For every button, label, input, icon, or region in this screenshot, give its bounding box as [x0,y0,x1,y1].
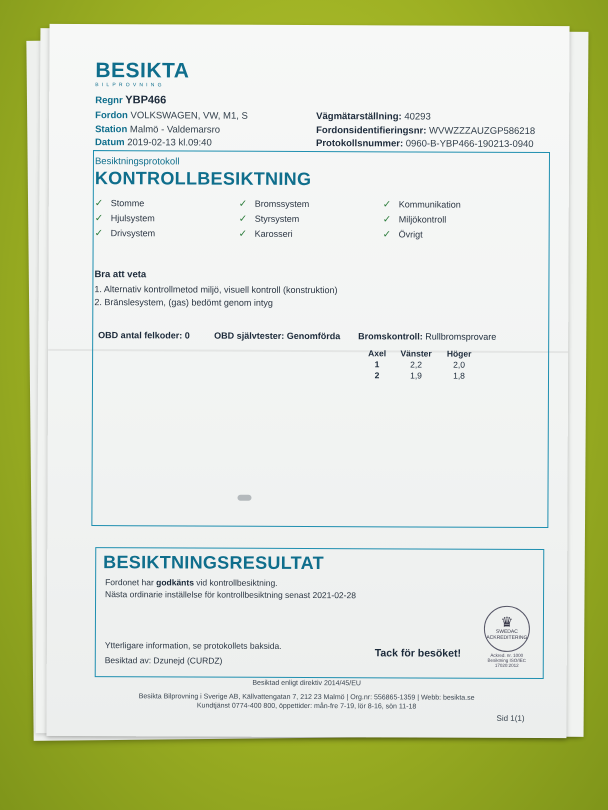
station-label: Station [95,124,128,136]
brake-cell-axel: 2 [374,370,380,381]
vagmatare-value: 40293 [404,111,431,123]
swedac-seal [484,606,530,652]
logo-brand: BESIKTA [95,59,190,83]
smudge-mark [237,495,251,501]
result-more-info: Ytterligare information, se protokollets baksida. [104,640,282,651]
check-label: Karosseri [254,228,293,239]
check-label: Miljökontroll [398,214,447,225]
vin-label: Fordonsidentifieringsnr: [316,125,427,137]
check-icon: ✓ [382,199,392,211]
seal-text: SWEDAC ACKREDITERING [486,628,528,641]
result-status-post: vid kontrollbesiktning. [193,577,278,588]
fordon-value: VOLKSWAGEN, VW, M1, S [130,110,248,122]
protokoll-row [316,138,534,150]
check-item-bromssystem [239,199,310,210]
obd-sjalvtester [214,331,340,342]
station-value: Malmö - Valdemarsro [129,124,221,136]
check-item-ovrigt [383,229,423,240]
check-item-miljokontroll [383,214,447,225]
datum-label: Datum [95,137,125,149]
check-icon: ✓ [238,213,248,225]
check-item-hjulsystem [95,213,155,224]
result-status-pre: Fordonet har [105,577,157,588]
regnr-row [95,94,166,106]
check-label: Hjulsystem [110,213,155,224]
check-icon: ✓ [238,198,248,210]
datum-value: 2019-02-13 kl.09:40 [127,137,212,149]
fordon-row [95,110,248,122]
brake-cell-axel: 1 [374,359,380,370]
obd-felkoder [98,330,190,340]
check-item-styrsystem [239,214,300,225]
footer-directive: Besiktad enligt direktiv 2014/45/EU [252,679,361,688]
seal-caption: Ackred. nr. 1000 Besiktning ISO/IEC 17020:2012 [487,652,527,668]
check-item-drivsystem [95,228,156,239]
check-label: Stomme [110,198,145,209]
brake-header-hoger: Höger [446,348,472,359]
fordon-label: Fordon [95,110,128,122]
brake-cell-hoger: 2,0 [453,359,466,370]
check-label: Bromssystem [254,198,310,210]
brake-header-axel: Axel [368,348,387,359]
vin-value: WVWZZZAUZGP586218 [429,125,536,137]
obd-sjalvtester-label: OBD självtester: [214,330,285,341]
bra-att-veta-line-2: 2. Bränslesystem, (gas) bedömt genom intyg [94,297,273,308]
page-number: Sid 1(1) [496,713,525,723]
protokoll-value: 0960-B-YBP466-190213-0940 [405,138,534,150]
besikta-logo [95,60,189,88]
vin-row [316,125,535,137]
inspection-document [46,24,569,738]
bromskontroll-label: Bromskontroll: [358,331,423,342]
regnr-label: Regnr [95,95,123,107]
bra-att-veta-title: Bra att veta [94,269,147,281]
protocol-label: Besiktningsprotokoll [94,156,180,168]
obd-felkoder-label: OBD antal felkoder: [98,330,183,341]
check-icon: ✓ [382,214,392,226]
check-label: Övrigt [398,229,423,240]
logo-subtitle: BILPROVNING [95,82,165,89]
bra-att-veta-line-1: 1. Alternativ kontrollmetod miljö, visuell kontroll (konstruktion) [94,284,338,296]
protocol-title: KONTROLLBESIKTNING [94,168,312,190]
result-next-inspection: Nästa ordinarie inställelse för kontrollbesiktning senast 2021-02-28 [105,589,356,601]
brake-header-vanster: Vänster [400,348,432,359]
result-status-bold: godkänts [156,577,194,588]
obd-felkoder-value: 0 [184,330,190,341]
check-label: Drivsystem [110,228,156,239]
datum-row [95,137,212,149]
brake-cell-vanster: 2,2 [410,359,423,370]
check-item-kommunikation [383,199,461,210]
check-icon: ✓ [382,229,392,241]
check-item-karosseri [239,229,293,240]
check-item-stomme [95,198,145,209]
brake-cell-hoger: 1,8 [453,370,465,381]
check-label: Styrsystem [254,213,300,224]
check-icon: ✓ [94,228,104,240]
result-title: BESIKTNINGSRESULTAT [103,552,324,574]
result-besiktad-av: Besiktad av: Dzunejd (CURDZ) [104,655,223,666]
brake-cell-vanster: 1,9 [410,370,422,381]
tack-message: Tack för besöket! [374,647,462,660]
bromskontroll-value: Rullbromsprovare [425,331,497,342]
regnr-value: YBP466 [125,94,167,107]
obd-sjalvtester-value: Genomförda [286,330,341,342]
footer-kundtjanst: Kundtjänst 0774-400 800, öppettider: mån-fre 7-19, lör 8-16, sön 11-18 [196,702,417,711]
check-icon: ✓ [238,228,248,240]
footer-company: Besikta Bilprovning i Sverige AB, Källvattengatan 7, 212 23 Malmö | Org.nr: 556865-1359 | Webb: besikta.se [138,693,475,702]
vagmatare-label: Vägmätarställning: [316,111,402,123]
station-row [95,124,220,136]
check-icon: ✓ [94,213,104,225]
protokoll-label: Protokollsnummer: [316,138,404,150]
bromskontroll [358,331,496,342]
result-status-line [105,577,277,588]
check-label: Kommunikation [398,199,461,210]
check-icon: ✓ [94,198,104,210]
crown-icon: ♛ [500,613,514,630]
vagmatare-row [316,111,431,122]
